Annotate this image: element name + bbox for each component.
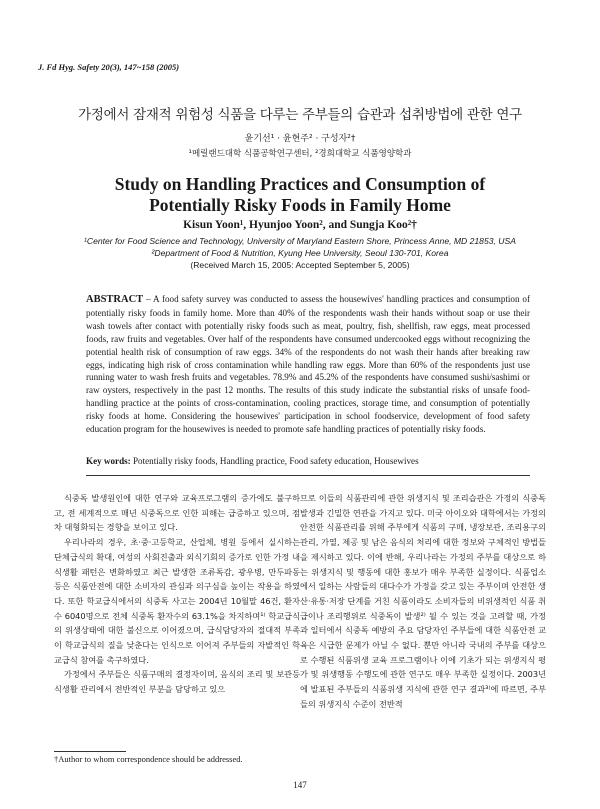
affiliation-1: ¹Center for Food Science and Technology, University of Maryland Eastern Shore, Princess Anne, MD 21853, USA	[84, 236, 516, 246]
journal-header: J. Fd Hyg. Safety 20(3), 147~158 (2005)	[38, 62, 180, 72]
body-paragraph: 식중독 발생원인에 대한 연구와 교육프로그램의 증가에도 불구하고, 전 세계적으로 매년 식중독으로 인한 피해는 급증하고 있으며, 점차 대형화되는 경향을 보이고 있다.	[54, 493, 300, 533]
english-title	[0, 174, 600, 216]
page-number: 147	[293, 780, 307, 790]
abstract-label: ABSTRACT	[86, 294, 144, 305]
english-affiliations	[0, 236, 600, 271]
affiliation-2: ²Department of Food & Nutrition, Kyung Hee University, Seoul 130-701, Korea	[151, 247, 449, 258]
body-column-right	[300, 491, 546, 761]
footnote: †Author to whom correspondence should be addressed.	[54, 754, 243, 764]
keywords	[86, 456, 530, 466]
korean-affiliations: ¹메릴랜드대학 식품공학연구센터, ²경희대학교 식품영양학과	[188, 149, 412, 159]
body-paragraph: 므로 이들의 식품관리에 관한 위생지식 및 조리습관은 가정의 식중독 발생과 긴밀한 연관을 가지고 있다. 미국 아이오와 대학에서는 가정의 안전한 식품관리를 위해 주부에게 식품의 구매, 냉장보관, 조리용구의 관리, 가열, 제공 및 남은 음식의 처리에 대한 정보와 구체적인 방법들을 제시하고 있다. 이에 반해, 우리나라는 가정의 주부를 대상으로 하는 위생지식 및 행동에 대한 홍보가 매우 부족한 실정이다. 식품업소에서 일하는 사람들의 대다수가 가정을 갖고 있는 주부이며 안전한 생산·유통·저장 단계를 거친 식품이라도 소비자들의 비위생적인 식품 취급이나 조리행위로 식중독이 발생²⁾ 될 수 있는 것을 고려할 때, 가정과 일터에서 식중독 예방의 주요 담당자인 주부들에 대한 식품안전 교육은 시급한 문제가 아닐 수 없다. 뿐만 아니라 국내의 주부를 대상으로 수행된 식품위생 교육 프로그램이나 이에 기초가 되는 위생지식 평가 및 위생행동 수행도에 관한 연구도 매우 부족한 실정이다. 2003년에 발표된 주부들의 식품위생 지식에 관한 연구 결과³⁾에 따르면, 주부들의 위생지식 수준이 전반적	[300, 493, 546, 709]
received-dates: (Received March 15, 2005: Accepted September 5, 2005)	[190, 259, 410, 270]
keywords-label: Key words:	[86, 456, 131, 466]
korean-title: 가정에서 잠재적 위험성 식품을 다루는 주부들의 습관과 섭취방법에 관한 연구	[78, 107, 522, 123]
keywords-text: Potentially risky foods, Handling practice, Food safety education, Housewives	[130, 456, 419, 466]
footnote-divider	[54, 751, 126, 752]
english-title-line-1: Study on Handling Practices and Consumption of	[114, 174, 486, 194]
abstract-text: – A food safety survey was conducted to assess the housewives' handling practices and consumption of potentially risky foods in family home. More than 40% of the respondents wash their hands without soap or use their wash towels after contact with potentially risky foods such as meat, poultry, fish, shellfish, raw eggs, meat processed foods, raw fruits and vegetables. Over half of the respondents have consumed undercooked eggs without recognizing the potential health risk of consumption of raw eggs. 34% of the respondents do not wash their hands after breaking raw eggs, indicating high risk of cross contamination while handling raw eggs. More than 60% of the respondents just use running water to wash fresh fruits and vegetables. 78.9% and 45.2% of the respondents have consumed sushi/sashimi or raw oysters, respectively in the past 12 months. The results of this study indicate the substantial risks of unsafe food-handling practice at the points of cross-contamination, cooling practices, storage time, and consumption of potentially risky foods at home. Considering the housewives' participation in school foodservice, development of food safety education program for the housewives is needed to promote safe handling practices of potentially risky foods.	[86, 294, 530, 435]
korean-authors: 윤기선¹ · 윤현주² · 구성자²†	[244, 134, 356, 144]
english-authors: Kisun Yoon¹, Hyunjoo Yoon², and Sungja Koo²†	[183, 219, 417, 231]
body-paragraph: 우리나라의 경우, 초·중·고등학교, 산업체, 병원 등에서 실시하는 단체급식의 확대, 여성의 사회진출과 외식기회의 증가로 인한 가정 내 식생활 패턴은 변화하였고 최근 발생한 조류독감, 광우병, 만두파동 등은 식품안전에 대한 소비자의 관심과 의구심을 높이는 작용을 하였다. 또한 학교급식에서의 식중독 사고는 2004년 10월말 46건, 환자수 6040명으로 전체 식중독 환자수의 63.1%을 차지하며¹⁾ 학교급식의 위생상태에 대한 불신으로 이어졌으며, 급식담당자의 절대적 부족이 학교급식의 질을 낮춘다는 인식으로 이어져 주부들의 자발적인 학교급식 참여를 촉구하였다.	[54, 537, 300, 665]
english-title-line-2: Potentially Risky Foods in Family Home	[149, 195, 451, 215]
body-paragraph: 가정에서 주부들은 식품구매의 결정자이며, 음식의 조리 및 보관등 식생활 관리에서 전반적인 부분을 담당하고 있으	[54, 669, 300, 695]
abstract	[86, 293, 530, 436]
body-column-left	[54, 491, 300, 723]
keywords-divider	[86, 475, 530, 476]
